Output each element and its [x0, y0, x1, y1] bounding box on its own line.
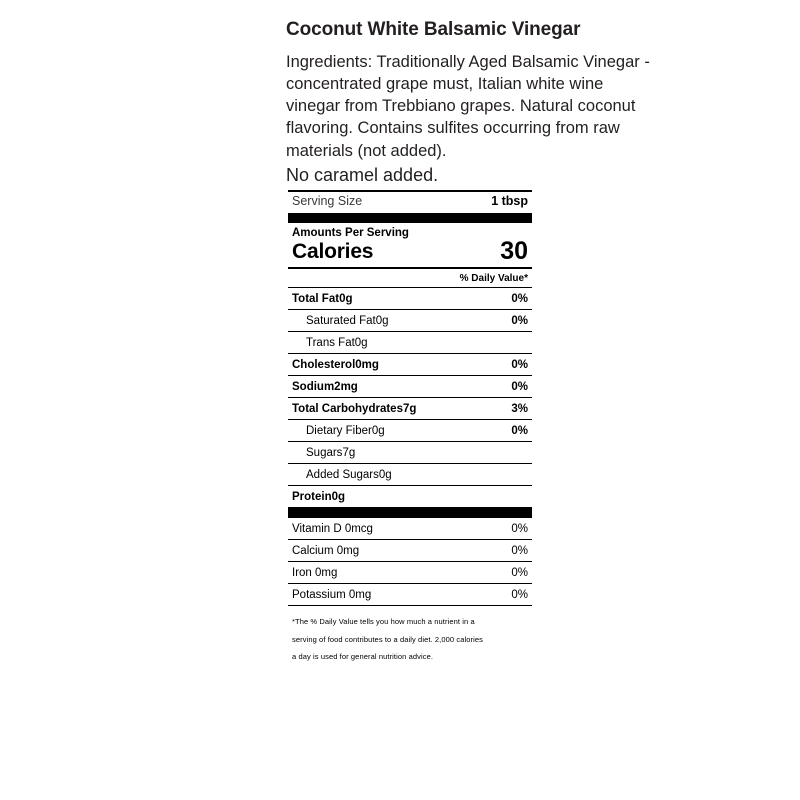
- micronutrient-daily-value: 0%: [511, 523, 528, 535]
- nutrient-label: Cholesterol0mg: [292, 359, 379, 371]
- micronutrient-daily-value: 0%: [511, 567, 528, 579]
- nutrient-daily-value: 0%: [511, 315, 528, 327]
- nutrient-amount: 7g: [342, 447, 356, 459]
- micronutrient-daily-value: 0%: [511, 589, 528, 601]
- nutrient-label: Saturated Fat0g: [306, 315, 389, 327]
- calories-label: Calories: [292, 240, 374, 263]
- micronutrient-amount: 0mg: [333, 545, 360, 557]
- footnote-text: [288, 606, 532, 666]
- nutrient-daily-value: 0%: [511, 359, 528, 371]
- footnote-line: serving of food contributes to a daily diet. 2,000 calories: [292, 634, 484, 644]
- nutrient-label: Trans Fat0g: [306, 337, 368, 349]
- nutrient-daily-value: 0%: [511, 293, 528, 305]
- nutrient-label: Total Fat0g: [292, 293, 353, 305]
- table-row: [288, 518, 532, 539]
- product-info: [286, 18, 686, 162]
- table-row: [288, 288, 532, 309]
- serving-size-label: Serving Size: [292, 194, 363, 208]
- nutrient-amount: 0g: [375, 315, 389, 327]
- nutrient-amount: 0g: [354, 337, 368, 349]
- nutrient-label: Total Carbohydrates7g: [292, 403, 417, 415]
- thick-divider-bottom: [288, 508, 532, 518]
- nutrient-rows: [288, 288, 532, 508]
- calories-value: 30: [500, 237, 528, 265]
- micronutrient-amount: 0mg: [345, 589, 372, 601]
- micronutrient-amount: 0mcg: [341, 523, 373, 535]
- ingredients-text: Ingredients: Traditionally Aged Balsamic Vinegar -concentrated grape must, Italian white wine vinegar from Trebbiano grapes. Natural coconut flavoring. Contains sulfites occurring from raw materials (not added).: [286, 52, 650, 160]
- nutrient-label: Protein0g: [292, 491, 346, 503]
- micronutrient-amount: 0mg: [311, 567, 338, 579]
- micronutrient-label: Vitamin D 0mcg: [292, 523, 373, 535]
- nutrient-label: Sugars7g: [306, 447, 356, 459]
- nutrient-amount: 2mg: [334, 381, 358, 393]
- table-row: [288, 310, 532, 331]
- nutrient-amount: 0g: [378, 469, 392, 481]
- amounts-per-serving-label: Amounts Per Serving: [292, 227, 409, 239]
- nutrient-label: Dietary Fiber0g: [306, 425, 385, 437]
- table-row: [288, 376, 532, 397]
- daily-value-header: % Daily Value*: [459, 273, 528, 284]
- nutrient-daily-value: 3%: [511, 403, 528, 415]
- no-caramel-note: No caramel added.: [286, 165, 439, 185]
- serving-size-row: [288, 192, 532, 213]
- serving-size-value: 1 tbsp: [491, 194, 528, 208]
- table-row: [288, 420, 532, 441]
- table-row: [288, 464, 532, 485]
- footnote-line: a day is used for general nutrition advice.: [292, 652, 434, 662]
- nutrient-daily-value: 0%: [511, 425, 528, 437]
- nutrient-label: Added Sugars0g: [306, 469, 392, 481]
- micronutrient-label: Calcium 0mg: [292, 545, 360, 557]
- micronutrient-daily-value: 0%: [511, 545, 528, 557]
- footnote-line: *The % Daily Value tells you how much a nutrient in a: [292, 617, 475, 626]
- table-row: [288, 354, 532, 375]
- table-row: [288, 332, 532, 353]
- page-title: Coconut White Balsamic Vinegar: [286, 19, 581, 40]
- micronutrient-rows: [288, 518, 532, 605]
- micronutrient-label: Potassium 0mg: [292, 589, 372, 601]
- nutrient-amount: 0g: [331, 491, 346, 503]
- nutrient-label: Sodium2mg: [292, 381, 358, 393]
- table-row: [288, 398, 532, 419]
- table-row: [288, 442, 532, 463]
- table-row: [288, 562, 532, 583]
- nutrient-amount: 0g: [339, 293, 353, 305]
- table-row: [288, 486, 532, 507]
- table-row: [288, 584, 532, 605]
- thick-divider-top: [288, 213, 532, 223]
- micronutrient-label: Iron 0mg: [292, 567, 338, 579]
- nutrient-daily-value: 0%: [511, 381, 528, 393]
- nutrition-facts-panel: [288, 190, 532, 666]
- table-row: [288, 540, 532, 561]
- calories-row: [288, 239, 532, 267]
- nutrient-amount: 7g: [402, 403, 417, 415]
- nutrient-amount: 0g: [371, 425, 385, 437]
- nutrient-amount: 0mg: [355, 359, 379, 371]
